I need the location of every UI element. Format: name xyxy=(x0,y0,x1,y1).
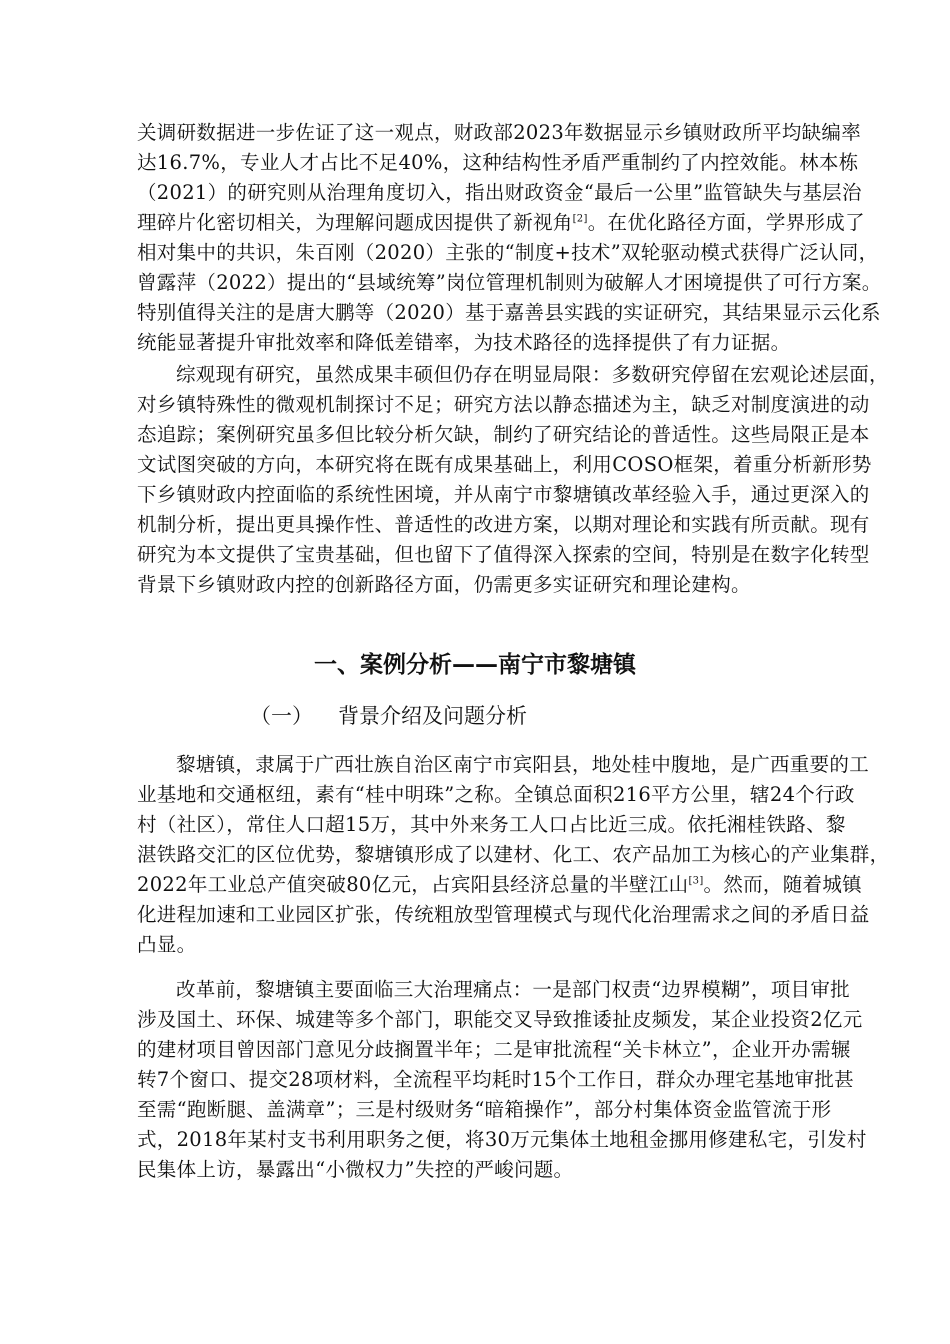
line-text: 理碎片化密切相关，为理解问题成因提供了新视角 xyxy=(137,211,573,234)
paragraph-line: 对乡镇特殊性的微观机制探讨不足；研究方法以静态描述为主，缺乏对制度演进的动 xyxy=(137,393,870,416)
subsection-title: 背景介绍及问题分析 xyxy=(338,704,527,728)
citation-ref[interactable]: [3] xyxy=(688,875,704,887)
paragraph-line: 达16.7%，专业人才占比不足40%，这种结构性矛盾严重制约了内控效能。林本栋 xyxy=(137,151,859,174)
line-text: 。在优化路径方面，学界形成了 xyxy=(587,211,865,234)
paragraph-line: 改革前，黎塘镇主要面临三大治理痛点：一是部门权责“边界模糊”，项目审批 xyxy=(176,978,850,1001)
paragraph-line: 研究为本文提供了宝贵基础，但也留下了值得深入探索的空间，特别是在数字化转型 xyxy=(137,543,870,566)
citation-ref[interactable]: [2] xyxy=(572,213,588,225)
paragraph-line: 涉及国土、环保、城建等多个部门，职能交叉导致推诿扯皮频发，某企业投资2亿元 xyxy=(137,1008,863,1031)
paragraph-line: 黎塘镇，隶属于广西壮族自治区南宁市宾阳县，地处桂中腹地，是广西重要的工 xyxy=(176,753,870,776)
paragraph-line: 下乡镇财政内控面临的系统性困境，并从南宁市黎塘镇改革经验入手，通过更深入的 xyxy=(137,483,870,506)
subsection-heading xyxy=(250,700,527,732)
paragraph-line: 凸显。 xyxy=(137,933,197,956)
paragraph-line: 相对集中的共识，朱百刚（2020）主张的“制度+技术”双轮驱动模式获得广泛认同， xyxy=(137,241,879,264)
paragraph-line: 式，2018年某村支书利用职务之便，将30万元集体土地租金挪用修建私宅，引发村 xyxy=(137,1128,867,1151)
subsection-number: （一） xyxy=(250,704,313,728)
line-text: 。然而，随着城镇 xyxy=(703,873,862,896)
paragraph-line: 背景下乡镇财政内控的创新路径方面，仍需更多实证研究和理论建构。 xyxy=(137,573,751,596)
line-text: 2022年工业总产值突破80亿元，占宾阳县经济总量的半壁江山 xyxy=(137,873,689,896)
paragraph-line: 转7个窗口、提交28项材料，全流程平均耗时15个工作日，群众办理宅基地审批甚 xyxy=(137,1068,854,1091)
paragraph-line: 综观现有研究，虽然成果丰硕但仍存在明显局限：多数研究停留在宏观论述层面， xyxy=(176,363,889,386)
paragraph-line: 态追踪；案例研究虽多但比较分析欠缺，制约了研究结论的普适性。这些局限正是本 xyxy=(137,423,870,446)
paragraph-line: 的建材项目曾因部门意见分歧搁置半年；二是审批流程“关卡林立”，企业开办需辗 xyxy=(137,1038,851,1061)
paragraph-line: 业基地和交通枢纽，素有“桂中明珠”之称。全镇总面积216平方公里，辖24个行政 xyxy=(137,783,855,806)
paragraph-line: 曾露萍（2022）提出的“县域统筹”岗位管理机制则为破解人才困境提供了可行方案。 xyxy=(137,271,882,294)
paragraph-line: （2021）的研究则从治理角度切入，指出财政资金“最后一公里”监管缺失与基层治 xyxy=(137,181,862,204)
paragraph-line: 至需“跑断腿、盖满章”；三是村级财务“暗箱操作”，部分村集体资金监管流于形 xyxy=(137,1098,832,1121)
paragraph-line xyxy=(137,870,862,900)
paragraph-line: 民集体上访，暴露出“小微权力”失控的严峻问题。 xyxy=(137,1158,574,1181)
paragraph-line xyxy=(137,208,865,238)
paragraph-line: 村（社区），常住人口超15万，其中外来务工人口占比近三成。依托湘桂铁路、黎 xyxy=(137,813,846,836)
paragraph-line: 统能显著提升审批效率和降低差错率，为技术路径的选择提供了有力证据。 xyxy=(137,331,791,354)
paragraph-line: 关调研数据进一步佐证了这一观点，财政部2023年数据显示乡镇财政所平均缺编率 xyxy=(137,121,862,144)
paragraph-line: 特别值得关注的是唐大鹏等（2020）基于嘉善县实践的实证研究，其结果显示云化系 xyxy=(137,301,881,324)
paragraph-line: 湛铁路交汇的区位优势，黎塘镇形成了以建材、化工、农产品加工为核心的产业集群， xyxy=(137,843,890,866)
section-heading: 一、案例分析——南宁市黎塘镇 xyxy=(314,652,636,678)
paragraph-line: 机制分析，提出更具操作性、普适性的改进方案，以期对理论和实践有所贡献。现有 xyxy=(137,513,870,536)
paragraph-line: 化进程加速和工业园区扩张，传统粗放型管理模式与现代化治理需求之间的矛盾日益 xyxy=(137,903,870,926)
paragraph-line: 文试图突破的方向，本研究将在既有成果基础上，利用COSO框架，着重分析新形势 xyxy=(137,453,872,476)
